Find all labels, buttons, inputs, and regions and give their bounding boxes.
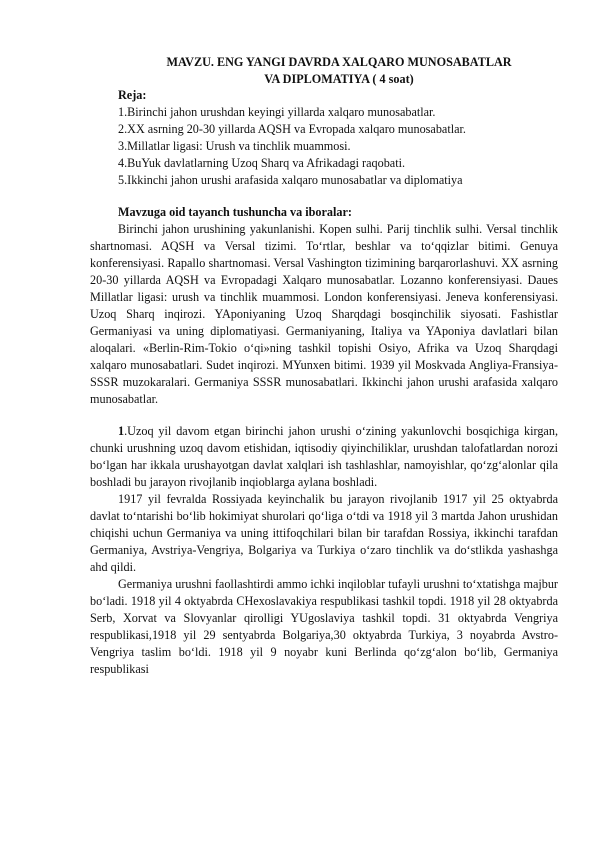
terms-heading: Mavzuga oid tayanch tushuncha va iboralar: xyxy=(118,205,352,219)
plan-item: 4.BuYuk davlatlarning Uzoq Sharq va Afrikadagi raqobati. xyxy=(118,156,406,170)
body-paragraph-1-text: .Uzoq yil davom etgan birinchi jahon urushi o‘zining yakunlovchi bosqichiga kirgan, chunki urushning uzoq davom etishidan, iqtisodiy qiyinchiliklar, urushdan talofatlardan norozi bo‘lgan har ikkala urushayotgan davlat xalqlari ish tashlashlar, namoyishlar, qo‘zg‘alonlar qila boshladi bu jarayon rivojlanib inqioblarga aylana boshladi. xyxy=(90,424,558,489)
section-number: 1 xyxy=(118,424,125,438)
plan-item: 1.Birinchi jahon urushdan keyingi yillarda xalqaro munosabatlar. xyxy=(118,105,436,119)
plan-list xyxy=(90,104,558,189)
title-line-2: VA DIPLOMATIYA ( 4 soat) xyxy=(264,71,414,86)
plan-item: 3.Millatlar ligasi: Urush va tinchlik muammosi. xyxy=(118,139,351,153)
document-page xyxy=(90,54,558,678)
plan-heading: Reja: xyxy=(118,88,147,102)
terms-paragraph: Birinchi jahon urushining yakunlanishi. Kopen sulhi. Parij tinchlik sulhi. Versal tinchlik shartnomasi. AQSH va Versal tizimi. To‘rtlar, beshlar va to‘qqizlar bitimi. Genuya konferensiyasi. Rapallo shartnomasi. Versal Vashington tizimining barqarorlashuvi. XX asrning 20-30 yillarda AQSH va Evropadagi Xalqaro munosabatlar. Lozanno konferensiyasi. Daues Millatlar ligasi: urush va tinchlik muammosi. London konferensiyasi. Jeneva konferensiyasi. Uzoq Sharq inqirozi. YAponiyaning Uzoq Sharqdagi bosqinchilik siyosati. Fashistlar Germaniyasi va uning diplomatiyasi. Germaniyaning, Italiya va YAponiya davlatlari bilan aloqalari. «Berlin-Rim-Tokio o‘qi»ning tashkil topishi Osiyo, Afrika va Uzoq Sharqdagi xalqaro munosabatlari. Sudet inqirozi. MYunxen bitimi. 1939 yil Moskvada Angliya-Fransiya-SSSR muzokaralari. Germaniya SSSR munosabatlari. Ikkinchi jahon urushi arafasida xalqaro munosabatlar. xyxy=(90,222,558,406)
body-paragraph-1 xyxy=(90,423,558,491)
plan-item: 5.Ikkinchi jahon urushi arafasida xalqaro munosabatlar va diplomatiya xyxy=(118,173,463,187)
plan-item: 2.XX asrning 20-30 yillarda AQSH va Evropada xalqaro munosabatlar. xyxy=(118,122,466,136)
title-line-1: MAVZU. ENG YANGI DAVRDA XALQARO MUNOSABATLAR xyxy=(166,55,512,69)
body-paragraph-3: Germaniya urushni faollashtirdi ammo ichki inqiloblar tufayli urushni to‘xtatishga majbur bo‘ladi. 1918 yil 4 oktyabrda CHexoslavakiya respublikasi tashkil topdi. 1918 yil 28 oktyabrda Serb, Xorvat va Slovyanlar qirolligi YUgoslaviya tashkil topdi. 31 oktyabrda Vengriya respublikasi,1918 yil 29 sentyabrda Bolgariya,30 oktyabrda Turkiya, 3 noyabrda Avstro-Vengriya taslim bo‘ldi. 1918 yil 9 noyabr kuni Berlinda qo‘zg‘alon bo‘lib, Germaniya respublikasi xyxy=(90,577,558,676)
document-title xyxy=(90,54,558,87)
body-paragraph-2: 1917 yil fevralda Rossiyada keyinchalik bu jarayon rivojlanib 1917 yil 25 oktyabrda davlat to‘ntarishi bo‘lib hokimiyat shurolari qo‘liga o‘tdi va 1918 yil 3 martda Jahon urushidan chiqishi uchun Germaniya va uning ittifoqchilari bilan bir tarafdan Rossiya, ikkinchi tarafdan Germaniya, Avstriya-Vengriya, Bolgariya va Turkiya o‘zaro tinchlik va do‘stlikda yashashga ahd qildi. xyxy=(90,492,558,574)
